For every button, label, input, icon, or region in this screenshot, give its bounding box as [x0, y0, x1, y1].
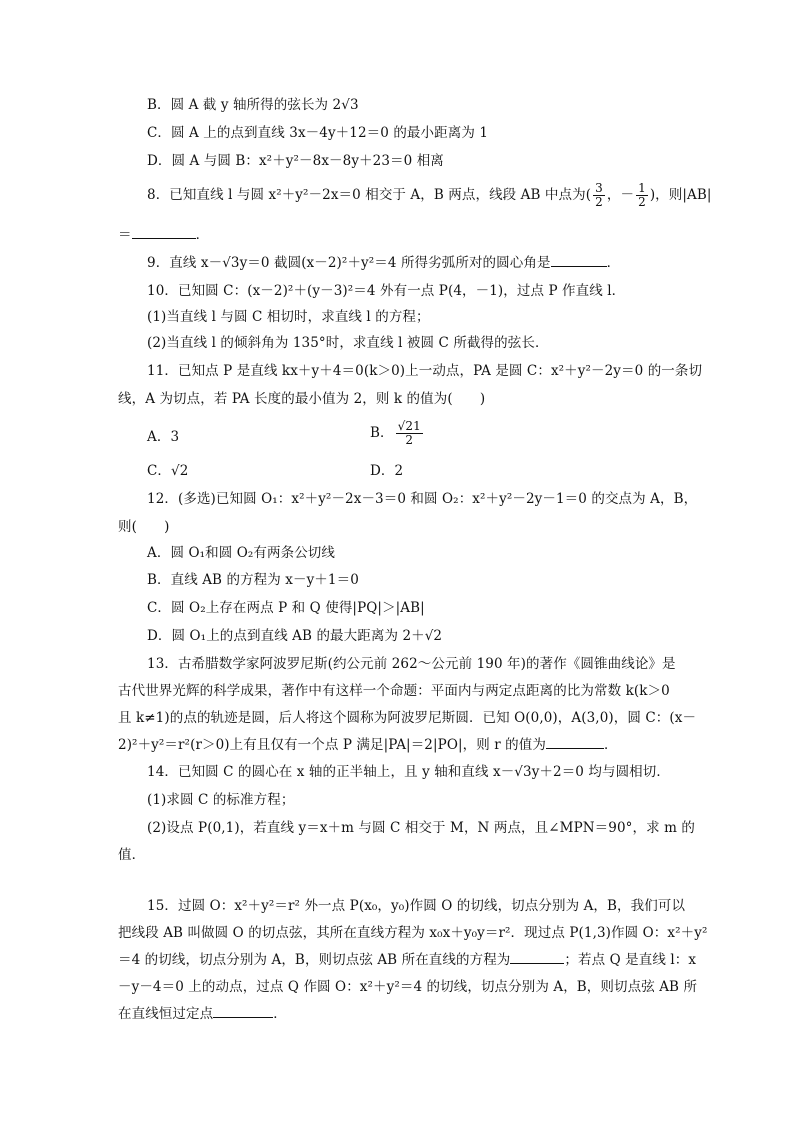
- q8-frac2-den: 2: [638, 195, 646, 209]
- question-8-line2: [118, 226, 209, 244]
- q15-period: ．: [273, 1006, 287, 1022]
- q8-end: )，则|AB|: [649, 187, 712, 203]
- answer-blank[interactable]: [510, 951, 564, 964]
- q8-mid: ，－: [606, 187, 635, 203]
- q12-option-d: D．圆 O₁上的点到直线 AB 的最大距离为 2＋√2: [147, 628, 443, 644]
- q8-frac2-num: 1: [638, 181, 646, 195]
- answer-blank[interactable]: [546, 736, 604, 749]
- question-8-line1: [147, 182, 712, 209]
- q8-frac1-den: 2: [595, 195, 603, 209]
- q15-text-a: ＝4 的切线，切点分别为 A，B，则切点弦 AB 所在直线的方程为: [118, 952, 511, 968]
- question-15-line2: 把线段 AB 叫做圆 O 的切点弦，其所在直线方程为 x₀x＋y₀y＝r²．现过点 P(1,3)作圆 O：x²＋y²: [118, 925, 708, 941]
- question-13-line1: 13．古希腊数学家阿波罗尼斯(约公元前 262～公元前 190 年)的著作《圆锥曲线论》是: [147, 656, 676, 672]
- answer-blank[interactable]: [213, 1005, 273, 1018]
- q11-b-den: 2: [405, 433, 414, 447]
- q8-fraction-x: [593, 182, 605, 209]
- q13-period: ．: [603, 737, 618, 753]
- question-12-line1: 12．(多选)已知圆 O₁：x²＋y²－2x－3＝0 和圆 O₂：x²＋y²－2y－1＝0 的交点为 A，B，: [147, 491, 698, 507]
- option-7c: C．圆 A 上的点到直线 3x－4y＋12＝0 的最小距离为 1: [147, 125, 489, 141]
- question-13-line2: 古代世界光辉的科学成果，著作中有这样一个命题：平面内与两定点距离的比为常数 k(k＞0: [118, 683, 670, 699]
- q8-text: 8．已知直线 l 与圆 x²＋y²－2x＝0 相交于 A，B 两点，线段 AB 中点为(: [147, 187, 592, 203]
- question-15-line1: 15．过圆 O：x²＋y²＝r² 外一点 P(x₀，y₀)作圆 O 的切线，切点分别为 A，B，我们可以: [147, 898, 686, 914]
- question-9: [147, 254, 620, 272]
- q11-option-a: A．3: [147, 429, 180, 445]
- q12-option-b: B．直线 AB 的方程为 x－y＋1＝0: [147, 572, 359, 588]
- q11-option-d: D．2: [370, 463, 404, 479]
- question-10-part2: (2)当直线 l 的倾斜角为 135°时，求直线 l 被圆 C 所截得的弦长．: [147, 335, 549, 351]
- q12-option-a: A．圆 O₁和圆 O₂有两条公切线: [147, 545, 335, 561]
- question-11-line2: 线，A 为切点，若 PA 长度的最小值为 2，则 k 的值为( ): [118, 391, 486, 407]
- q15-text-c: 在直线恒过定点: [118, 1006, 214, 1022]
- option-7b: B．圆 A 截 y 轴所得的弦长为 2√3: [147, 97, 359, 113]
- q11-b-label: B．: [370, 425, 394, 441]
- answer-blank[interactable]: [132, 226, 196, 239]
- q13-text: 2)²＋y²＝r²(r＞0)上有且仅有一个点 P 满足|PA|＝2|PO|，则 r 的值为: [118, 737, 546, 753]
- question-14-part2-line1: (2)设点 P(0,1)，若直线 y＝x＋m 与圆 C 相交于 M，N 两点，且∠MPN＝90°，求 m 的: [147, 820, 695, 836]
- question-15-line3: [118, 951, 696, 969]
- question-13-line3: 且 k≠1)的点的轨迹是圆，后人将这个圆称为阿波罗尼斯圆．已知 O(0,0)，A(3,0)，圆 C：(x－: [118, 710, 697, 726]
- q9-period: ．: [606, 255, 621, 271]
- q8-period: ．: [195, 227, 210, 243]
- q8-equals: ＝: [118, 227, 132, 243]
- question-13-line4: [118, 736, 618, 754]
- question-12-line2: 则( ): [118, 519, 170, 535]
- q11-b-fraction: [396, 420, 423, 447]
- question-15-line4: －y－4＝0 上的动点，过点 Q 作圆 O：x²＋y²＝4 的切线，切点分别为 A，B，则切点弦 AB 所: [118, 979, 698, 995]
- question-14-part1: (1)求圆 C 的标准方程；: [147, 792, 295, 808]
- question-14-part2-line2: 值．: [118, 847, 146, 863]
- question-10: 10．已知圆 C：(x－2)²＋(y－3)²＝4 外有一点 P(4，－1)，过点 P 作直线 l．: [147, 283, 626, 299]
- q8-fraction-y: [636, 182, 648, 209]
- question-14: 14．已知圆 C 的圆心在 x 轴的正半轴上，且 y 轴和直线 x－√3y＋2＝0 均与圆相切．: [147, 764, 670, 780]
- question-11-line1: 11．已知点 P 是直线 kx＋y＋4＝0(k＞0)上一动点，PA 是圆 C：x²＋y²－2y＝0 的一条切: [147, 363, 703, 379]
- q11-option-c: C．√2: [147, 463, 189, 479]
- q12-option-c: C．圆 O₂上存在两点 P 和 Q 使得|PQ|＞|AB|: [147, 600, 425, 616]
- answer-blank[interactable]: [551, 254, 607, 267]
- q9-text: 9．直线 x－√3y＝0 截圆(x－2)²＋y²＝4 所得劣弧所对的圆心角是: [147, 255, 551, 271]
- question-10-part1: (1)当直线 l 与圆 C 相切时，求直线 l 的方程；: [147, 309, 430, 325]
- q15-text-b: ；若点 Q 是直线 l：x: [564, 952, 697, 968]
- q11-option-b: [370, 420, 425, 447]
- q8-frac1-num: 3: [595, 181, 603, 195]
- question-15-line5: [118, 1005, 287, 1023]
- option-7d: D．圆 A 与圆 B：x²＋y²－8x－8y＋23＝0 相离: [147, 153, 444, 169]
- q11-b-num: √21: [397, 419, 421, 433]
